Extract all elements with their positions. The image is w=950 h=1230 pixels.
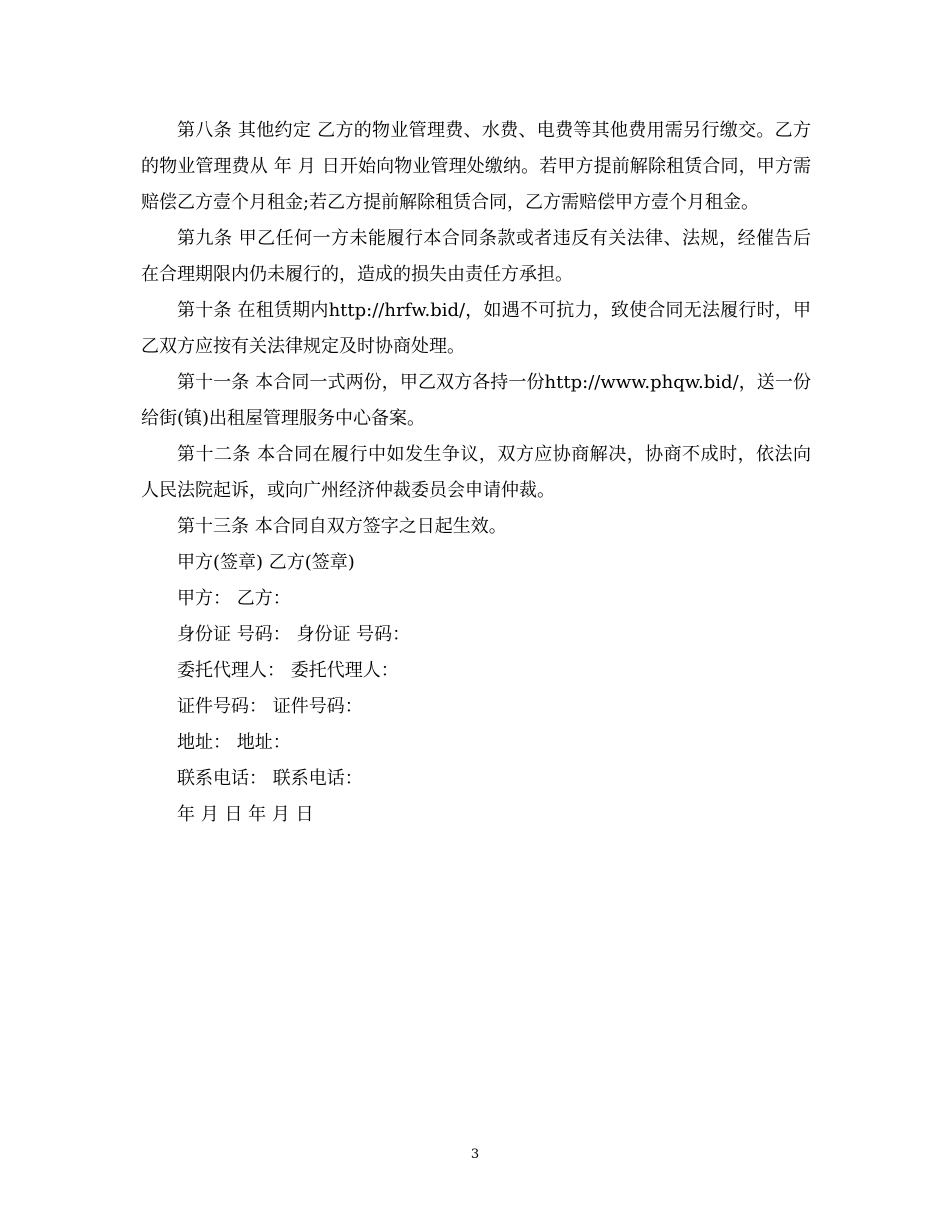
document-body [141,113,811,833]
agent-line: 委托代理人： 委托代理人： [177,660,399,681]
date-line: 年 月 日 年 月 日 [177,804,314,825]
clause-10: 第十条 在租赁期内http://hrfw.bid/，如遇不可抗力，致使合同无法履行时，甲乙双方应按有关法律规定及时协商处理。 [141,300,811,357]
page-number: 3 [470,1147,480,1162]
clause-8: 第八条 其他约定 乙方的物业管理费、水费、电费等其他费用需另行缴交。乙方的物业管理费从 年 月 日开始向物业管理处缴纳。若甲方提前解除租赁合同，甲方需赔偿乙方壹个月租金;若乙方提前解除租赁合同，乙方需赔偿甲方壹个月租金。 [141,120,811,213]
party-names-line: 甲方： 乙方： [177,588,291,609]
phone-line: 联系电话： 联系电话： [177,768,363,789]
clause-13: 第十三条 本合同自双方签字之日起生效。 [177,516,507,537]
clause-11: 第十一条 本合同一式两份，甲乙双方各持一份http://www.phqw.bid/，送一份给街(镇)出租屋管理服务中心备案。 [141,372,811,429]
clause-12: 第十二条 本合同在履行中如发生争议，双方应协商解决，协商不成时，依法向人民法院起诉，或向广州经济仲裁委员会申请仲裁。 [141,444,811,501]
signature-seal-line: 甲方(签章) 乙方(签章) [177,552,355,573]
address-line: 地址： 地址： [177,732,291,753]
id-number-line: 身份证 号码： 身份证 号码： [177,624,411,645]
certificate-number-line: 证件号码： 证件号码： [177,696,363,717]
clause-9: 第九条 甲乙任何一方未能履行本合同条款或者违反有关法律、法规，经催告后在合理期限内仍未履行的，造成的损失由责任方承担。 [141,228,811,285]
